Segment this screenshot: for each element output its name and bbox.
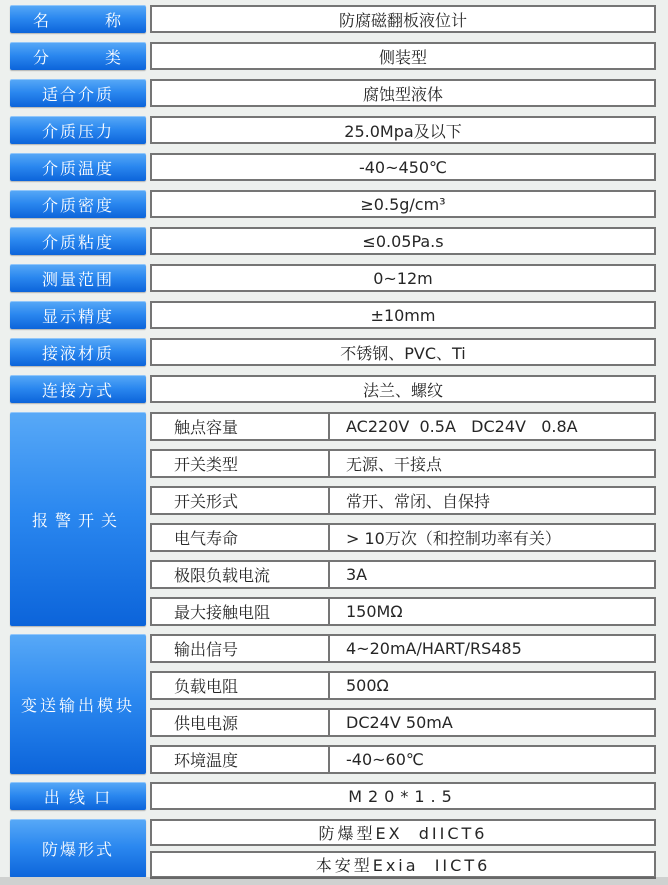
param-name: 电气寿命 [174, 529, 239, 548]
spec-row-medium-viscosity [10, 227, 656, 255]
row-label: 介质密度 [10, 190, 146, 218]
row-label: 名 称 [10, 5, 146, 33]
intrinsic-safety-type: 本安型Exia IICT6 [150, 851, 656, 878]
param-name: 触点容量 [174, 418, 239, 437]
param-row [150, 745, 656, 774]
param-name: 输出信号 [174, 640, 239, 659]
row-label: 出 线 口 [10, 782, 146, 810]
group-alarm-switch [10, 412, 656, 626]
row-label: 介质压力 [10, 116, 146, 144]
row-label: 显示精度 [10, 301, 146, 329]
row-value: ≤0.05Pa.s [150, 227, 656, 255]
row-value: 侧装型 [150, 42, 656, 70]
group-label: 防爆形式 [10, 819, 146, 878]
row-value: M20*1.5 [150, 782, 656, 810]
row-value: 25.0Mpa及以下 [150, 116, 656, 144]
param-name: 极限负载电流 [174, 566, 271, 585]
param-value: > 10万次（和控制功率有关） [346, 529, 561, 548]
param-row [150, 597, 656, 626]
param-name: 供电电源 [174, 714, 239, 733]
row-value: ≥0.5g/cm³ [150, 190, 656, 218]
param-row [150, 708, 656, 737]
param-name: 环境温度 [174, 751, 239, 770]
spec-row-name [10, 5, 656, 33]
cutoff-next-row-line [150, 877, 656, 879]
row-value: 不锈钢、PVC、Ti [150, 338, 656, 366]
row-value: ±10mm [150, 301, 656, 329]
spec-row-connection-type [10, 375, 656, 403]
row-label: 分 类 [10, 42, 146, 70]
spec-row-category [10, 42, 656, 70]
param-name: 最大接触电阻 [174, 603, 271, 622]
param-value: 150MΩ [346, 602, 403, 621]
row-value: -40~450℃ [150, 153, 656, 181]
param-name: 开关形式 [174, 492, 239, 511]
param-value: 常开、常闭、自保持 [346, 492, 491, 511]
row-value: 0~12m [150, 264, 656, 292]
spec-row-measuring-range [10, 264, 656, 292]
row-label: 测量范围 [10, 264, 146, 292]
param-row [150, 486, 656, 515]
group-transmitter-output [10, 634, 656, 774]
group-label: 报警开关 [10, 412, 146, 626]
spec-row-display-accuracy [10, 301, 656, 329]
group-label: 变送输出模块 [10, 634, 146, 774]
param-value: 无源、干接点 [346, 455, 443, 474]
row-label: 介质粘度 [10, 227, 146, 255]
row-label: 介质温度 [10, 153, 146, 181]
param-value: 500Ω [346, 676, 389, 695]
explosion-proof-type: 防爆型EX dIICT6 [150, 819, 656, 846]
group-rows [150, 819, 656, 878]
row-label: 适合介质 [10, 79, 146, 107]
param-value: DC24V 50mA [346, 713, 453, 732]
spec-row-wetted-material [10, 338, 656, 366]
param-name: 负载电阻 [174, 677, 239, 696]
param-value: AC220V 0.5A DC24V 0.8A [346, 417, 578, 436]
row-label: 接液材质 [10, 338, 146, 366]
row-value: 防腐磁翻板液位计 [150, 5, 656, 33]
spec-row-medium-pressure [10, 116, 656, 144]
param-row [150, 449, 656, 478]
row-value: 腐蚀型液体 [150, 79, 656, 107]
param-value: 4~20mA/HART/RS485 [346, 639, 522, 658]
param-row [150, 671, 656, 700]
param-row [150, 412, 656, 441]
spec-row-cable-outlet [10, 782, 656, 810]
param-value: 3A [346, 565, 368, 584]
spec-row-suitable-medium [10, 79, 656, 107]
param-value: -40~60℃ [346, 750, 424, 769]
param-row [150, 523, 656, 552]
spec-row-medium-density [10, 190, 656, 218]
row-value: 法兰、螺纹 [150, 375, 656, 403]
param-row [150, 634, 656, 663]
param-name: 开关类型 [174, 455, 239, 474]
param-row [150, 560, 656, 589]
spec-row-medium-temperature [10, 153, 656, 181]
group-explosion-proof [10, 819, 656, 878]
group-rows [150, 634, 656, 774]
row-label: 连接方式 [10, 375, 146, 403]
group-rows [150, 412, 656, 626]
